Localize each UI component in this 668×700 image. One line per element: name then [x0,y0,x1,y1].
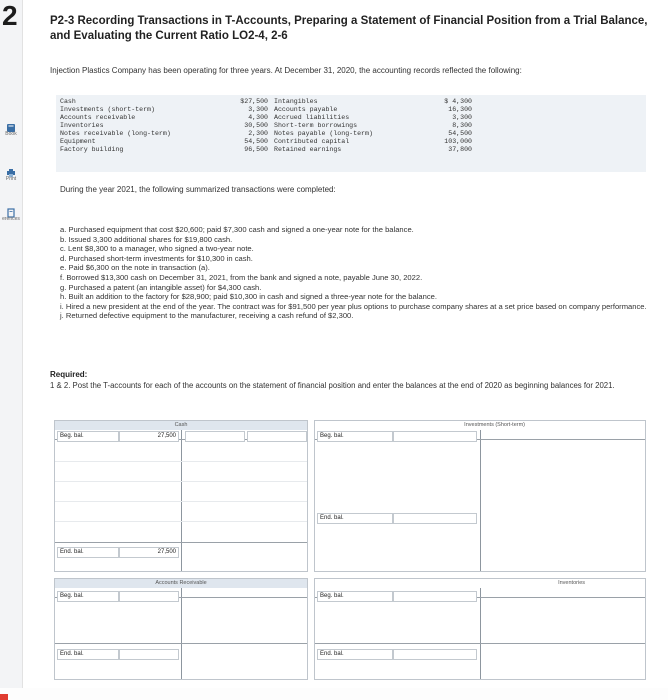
end-bal-debit-value: 27,500 [119,547,179,558]
print-icon [1,165,21,175]
transaction-item: d. Purchased short-term investments for $10,300 in cash. [60,253,253,263]
account-name: Accrued liabilities [274,114,350,121]
end-bal-debit-input[interactable] [119,649,179,660]
beg-bal-debit-input[interactable] [119,591,179,602]
transaction-item: b. Issued 3,300 additional shares for $19,800 cash. [60,234,233,244]
account-value: 3,300 [248,106,268,113]
account-name: Accounts receivable [60,114,136,121]
account-balances-table [56,95,646,172]
right-account-values [386,98,472,154]
transaction-item: h. Built an addition to the factory for $28,900; paid $10,300 in cash and signed a three-year note for the balance. [60,292,437,302]
account-value: 3,300 [452,114,472,121]
account-value: 30,500 [244,122,268,129]
transaction-list [60,225,650,321]
intro-text: Injection Plastics Company has been operating for three years. At December 31, 2020, the accounting records reflected the following: [50,66,522,75]
account-name: Cash [60,98,76,105]
references-button[interactable] [1,205,21,222]
references-label: erences [2,216,20,222]
during-year-text: During the year 2021, the following summarized transactions were completed: [60,185,336,194]
account-value: 54,500 [244,138,268,145]
book-label: Book [5,131,17,137]
red-marker [0,694,8,700]
print-label: Print [5,176,17,182]
left-account-values [226,98,268,154]
account-value: 96,500 [244,146,268,153]
account-name: Equipment [60,138,96,145]
bottom-bar [0,688,668,700]
end-bal-label: End. bal. [317,513,393,524]
problem-title: P2-3 Recording Transactions in T-Accounts, Preparing a Statement of Financial Position from a Trial Balance, and Evaluating the Current Ratio LO2-4, 2-6 [50,15,648,42]
account-value: $ 4,300 [444,98,472,105]
beg-bal-label: Beg. bal. [57,591,119,602]
account-name: Inventories [60,122,104,129]
t-account-inventories [314,578,646,680]
end-bal-debit-input[interactable] [393,649,477,660]
end-bal-debit-input[interactable] [393,513,477,524]
t-account-title: Inventories [315,579,645,588]
t-account-title: Cash [55,421,307,430]
t-account-cash [54,420,308,572]
beg-bal-credit-input[interactable] [247,431,307,442]
account-value: 2,300 [248,130,268,137]
account-name: Accounts payable [274,106,338,113]
account-name: Intangibles [274,98,318,105]
beg-bal-debit-input[interactable]: 27,500 [119,431,179,442]
transaction-item: e. Paid $6,300 on the note in transaction (a). [60,263,210,273]
transaction-item: g. Purchased a patent (an intangible asset) for $4,300 cash. [60,282,262,292]
t-account-title: Accounts Receivable [55,579,307,588]
t-account-investments [314,420,646,572]
account-name: Notes payable (long-term) [274,130,373,137]
account-value: 4,300 [248,114,268,121]
required-text: 1 & 2. Post the T-accounts for each of the accounts on the statement of financial position and enter the balances at the end of 2020 as beginning balances for 2021. [50,381,615,390]
t-account-accounts-receivable [54,578,308,680]
account-name: Contributed capital [274,138,350,145]
t-account-title: Investments (Short-term) [315,421,645,430]
account-value: 37,800 [448,146,472,153]
required-heading: Required: [50,370,88,379]
end-bal-label: End. bal. [57,649,119,660]
beg-bal-debit-input[interactable] [393,431,477,442]
transaction-item: j. Returned defective equipment to the manufacturer, receiving a cash refund of $2,300. [60,311,354,321]
account-value: 54,500 [448,130,472,137]
account-name: Factory building [60,146,124,153]
print-button[interactable] [1,165,21,182]
references-icon [1,205,21,215]
end-bal-label: End. bal. [317,649,393,660]
end-bal-label: End. bal. [57,547,119,558]
beg-bal-debit-input[interactable] [393,591,477,602]
transaction-item: f. Borrowed $13,300 cash on December 31, 2021, from the bank and signed a note, payable June 30, 2022. [60,272,423,282]
account-value: $27,500 [240,98,268,105]
book-button[interactable] [1,120,21,137]
beg-bal-label: Beg. bal. [57,431,119,442]
account-value: 103,000 [444,138,472,145]
transaction-item: c. Lent $8,300 to a manager, who signed a two-year note. [60,244,254,254]
account-name: Retained earnings [274,146,342,153]
transaction-item: i. Hired a new president at the end of the year. The contract was for $91,500 per year plus options to purchase company shares at a set price based on company performance. [60,301,647,311]
left-account-names [60,98,210,154]
account-name: Notes receivable (long-term) [60,130,171,137]
book-icon [1,120,21,130]
left-sidebar [0,0,23,700]
transaction-item: a. Purchased equipment that cost $20,600; paid $7,300 cash and signed a one-year note for the balance. [60,225,414,234]
account-name: Investments (short-term) [60,106,155,113]
beg-bal-credit-label-input[interactable] [185,431,245,442]
account-value: 16,300 [448,106,472,113]
account-value: 8,300 [452,122,472,129]
beg-bal-label: Beg. bal. [317,431,393,442]
beg-bal-label: Beg. bal. [317,591,393,602]
account-name: Short-term borrowings [274,122,358,129]
chapter-number: 2 [2,0,18,31]
